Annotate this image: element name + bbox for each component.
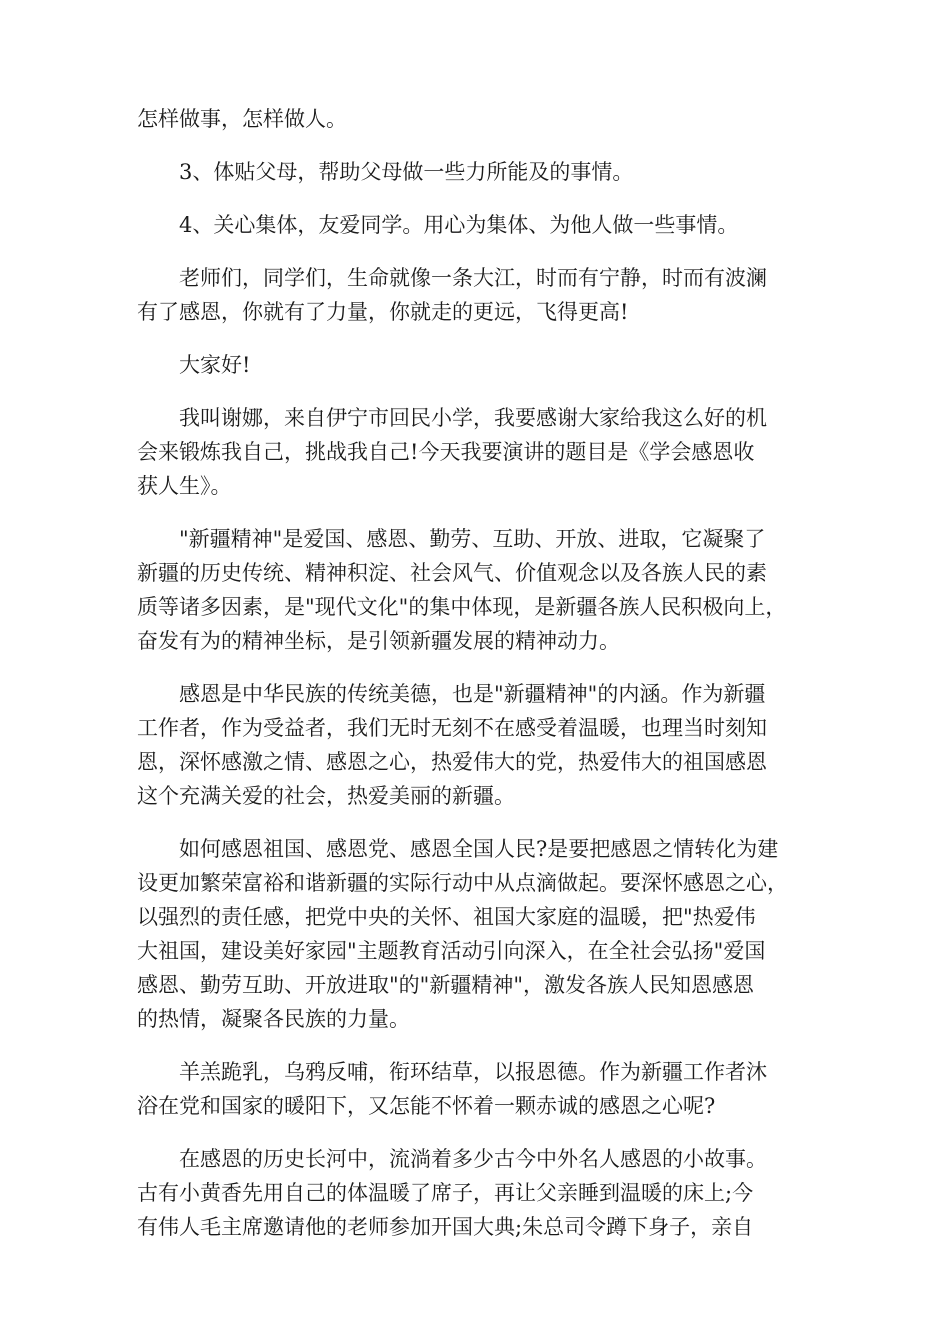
text-line: 恩，深怀感激之情、感恩之心，热爱伟大的党，热爱伟大的祖国感恩 [137, 750, 767, 774]
paragraph-4 [137, 261, 817, 329]
text-line: 质等诸多因素，是"现代文化"的集中体现，是新疆各族人民积极向上， [137, 595, 787, 619]
text-line: 我叫谢娜，来自伊宁市回民小学，我要感谢大家给我这么好的机 [179, 406, 767, 430]
text-line: 获人生》。 [137, 474, 232, 498]
paragraph-9 [137, 832, 817, 1036]
text-line: 浴在党和国家的暖阳下，又怎能不怀着一颗赤诚的感恩之心呢? [137, 1094, 716, 1118]
text-line: 有伟人毛主席邀请他的老师参加开国大典;朱总司令蹲下身子，亲自 [137, 1215, 754, 1239]
paragraph-5 [137, 348, 817, 382]
text-line: 的热情，凝聚各民族的力量。 [137, 1007, 410, 1031]
text-line: 羊羔跪乳，乌鸦反哺，衔环结草，以报恩德。作为新疆工作者沐 [179, 1060, 767, 1084]
text-line: "新疆精神"是爱国、感恩、勤劳、互助、开放、进取，它凝聚了 [179, 527, 766, 551]
text-line: 感恩、勤劳互助、开放进取"的"新疆精神"，激发各族人民知恩感恩 [137, 973, 754, 997]
paragraph-2 [137, 155, 817, 189]
text-line: 工作者，作为受益者，我们无时无刻不在感受着温暖，也理当时刻知 [137, 716, 767, 740]
text-line: 老师们，同学们，生命就像一条大江，时而有宁静，时而有波澜 [179, 266, 767, 290]
text-line: 大家好! [179, 353, 251, 377]
paragraph-8 [137, 677, 817, 813]
text-line: 如何感恩祖国、感恩党、感恩全国人民?是要把感恩之情转化为建 [179, 837, 779, 861]
paragraph-3 [137, 208, 817, 242]
text-line: 新疆的历史传统、精神积淀、社会风气、价值观念以及各族人民的素 [137, 561, 767, 585]
text-line: 古有小黄香先用自己的体温暖了席子，再让父亲睡到温暖的床上;今 [137, 1181, 754, 1205]
text-line: 4、关心集体，友爱同学。用心为集体、为他人做一些事情。 [179, 213, 739, 237]
text-line: 大祖国，建设美好家园"主题教育活动引向深入，在全社会弘扬"爱国 [137, 939, 766, 963]
paragraph-11 [137, 1142, 817, 1244]
text-line: 这个充满关爱的社会，热爱美丽的新疆。 [137, 784, 515, 808]
text-line: 设更加繁荣富裕和谐新疆的实际行动中从点滴做起。要深怀感恩之心， [137, 871, 788, 895]
paragraph-1 [137, 102, 817, 136]
text-line: 在感恩的历史长河中，流淌着多少古今中外名人感恩的小故事。 [179, 1147, 767, 1171]
text-line: 奋发有为的精神坐标，是引领新疆发展的精神动力。 [137, 629, 620, 653]
paragraph-7 [137, 522, 817, 658]
text-line: 以强烈的责任感，把党中央的关怀、祖国大家庭的温暖，把"热爱伟 [137, 905, 756, 929]
text-line: 有了感恩，你就有了力量，你就走的更远，飞得更高! [137, 300, 629, 324]
text-line: 感恩是中华民族的传统美德，也是"新疆精神"的内涵。作为新疆 [179, 682, 766, 706]
paragraph-10 [137, 1055, 817, 1123]
text-line: 会来锻炼我自己，挑战我自己!今天我要演讲的题目是《学会感恩收 [137, 440, 755, 464]
text-line: 怎样做事，怎样做人。 [137, 107, 347, 131]
document-body [137, 102, 817, 1263]
text-line: 3、体贴父母，帮助父母做一些力所能及的事情。 [179, 160, 634, 184]
paragraph-6 [137, 401, 817, 503]
